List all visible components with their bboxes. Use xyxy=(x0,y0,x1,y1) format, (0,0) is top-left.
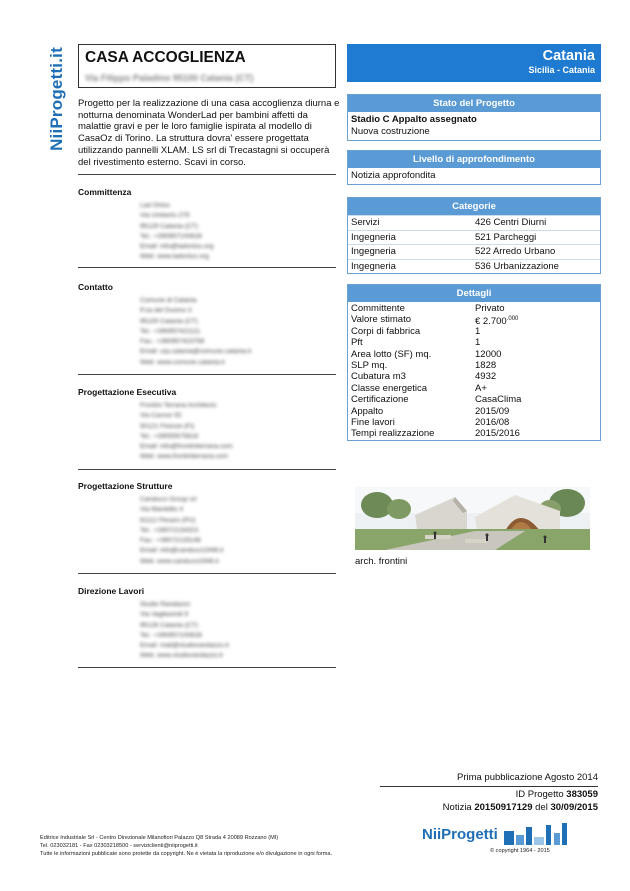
first-publication: Prima pubblicazione Agosto 2014 xyxy=(456,772,598,783)
section-contatto xyxy=(78,282,336,368)
project-rendering xyxy=(355,487,590,550)
section-direzione-lavori xyxy=(78,586,336,662)
page-title: CASA ACCOGLIENZA xyxy=(85,49,246,66)
location-header xyxy=(347,44,601,82)
divider xyxy=(78,667,336,668)
divider xyxy=(78,469,336,470)
table-row: Ingegneria 522 Arredo Urbano xyxy=(348,244,600,259)
table-row: Cubatura m3 4932 xyxy=(351,371,497,383)
table-row: Ingegneria 536 Urbanizzazione xyxy=(348,259,600,274)
footer-brand xyxy=(422,823,572,845)
project-address: Via Filippo Paladino 95100 Catania (CT) xyxy=(85,73,254,83)
section-heading: Committenza xyxy=(78,187,132,197)
table-row: Servizi 426 Centri Diurni xyxy=(348,215,600,230)
section-progettazione-esecutiva xyxy=(78,387,336,463)
table-row: Certificazione CasaClima xyxy=(351,394,522,406)
section-heading: Progettazione Esecutiva xyxy=(78,387,177,397)
divider xyxy=(380,786,598,787)
table-row: Ingegneria 521 Parcheggi xyxy=(348,230,600,245)
notizia-info: Notizia 20150917129 del 30/09/2015 xyxy=(442,802,598,813)
section-body: Frontini Terrana Architects Via Cavour 92 50121 Firenze (FI) Tel.: +39055575818 Email: info@frontiniterrana.com Web: www.frontiniterrana.com xyxy=(140,402,233,461)
project-description: Progetto per la realizzazione di una casa accoglienza diurna e notturna denominata WonderLad per bambini affetti da malattie gravi e per le loro famiglie ispirata al modello di CasaOz di Torino. La struttura dovra' essere progettata utilizzando pannelli XLAM. LS srl di Trecastagni si occuperà del rivestimento esterno. Scavi in corso. xyxy=(78,98,340,168)
table-row: SLP mq. 1828 xyxy=(351,359,497,371)
section-heading: Contatto xyxy=(78,282,113,292)
project-stage: Stadio C Appalto assegnato xyxy=(351,114,477,125)
section-committenza xyxy=(78,187,336,263)
table-row: Valore stimato € $2.700^{.000}$ xyxy=(351,314,519,328)
side-logo-text: NiiProgetti.it xyxy=(47,47,67,151)
panel-dettagli xyxy=(347,284,601,441)
buildings-icon xyxy=(502,823,572,845)
divider xyxy=(78,573,336,574)
panel-header: Dettagli xyxy=(348,285,600,302)
section-heading: Direzione Lavori xyxy=(78,586,145,596)
footer-logo: NiiProgetti xyxy=(422,825,498,843)
table-row: Classe energetica A+ xyxy=(351,382,487,394)
image-credit: arch. frontini xyxy=(355,556,408,567)
panel-categorie xyxy=(347,197,601,274)
panel-header: Categorie xyxy=(348,198,600,215)
table-row: Corpi di fabbrica 1 xyxy=(351,325,481,337)
footer: Editrice Industriale Srl - Centro Direzionale Milanofiori Palazzo Q8 Strada 4 20089 Rozzano (MI) Tel. 023032181 - Fax 02303218500 - serviziclienti@niiprogetti.it Tutte le informazioni pubblicate sono protette da copyright. Ne è vietata la riproduzione e/o divulgazione in ogni forma. xyxy=(40,835,333,857)
table-row: Fine lavori 2016/08 xyxy=(351,416,510,428)
section-progettazione-strutture xyxy=(78,481,336,567)
divider xyxy=(78,374,336,375)
panel-header: Stato del Progetto xyxy=(348,95,600,112)
city-name: Catania xyxy=(542,48,595,64)
section-body: Studio Randazzo Via Vagliasindi 9 95126 Catania (CT) Tel.: +390957100628 Email: mail@studiorandazzo.it Web: www.studiorandazzo.it xyxy=(140,601,229,660)
panel-header: Livello di approfondimento xyxy=(348,151,600,168)
divider xyxy=(78,174,336,175)
panel-livello xyxy=(347,150,601,185)
copyright: © copyright 1964 - 2015 xyxy=(490,848,550,854)
section-heading: Progettazione Strutture xyxy=(78,481,173,491)
side-logo xyxy=(44,44,70,154)
region-name: Sicilia - Catania xyxy=(528,65,595,75)
section-body: Canducci Group srl Via Mantellio 4 61112 Pesaro (PU) Tel.: +39072134323 Fax.: +39072133148 Email: info@canducci1946.it Web: www.canducci1946.it xyxy=(140,496,224,565)
table-row: Committente Privato xyxy=(351,303,505,314)
table-row: Tempi realizzazione 2015/2016 xyxy=(351,428,520,440)
section-body: Comune di Catania P.za del Duomo 3 95100 Catania (CT) Tel.: +390957421111 Fax.: +390957423758 Email: urp.catania@comune.catania.it Web: www.comune.catania.it xyxy=(140,297,252,366)
divider xyxy=(78,267,336,268)
title-box xyxy=(78,44,336,88)
table-row: Pft 1 xyxy=(351,337,481,349)
table-row: Appalto 2015/09 xyxy=(351,405,510,417)
project-id: ID Progetto 383059 xyxy=(515,789,598,800)
rendering-image xyxy=(355,487,590,550)
section-body: Lad Onlus Via Umberto 279 95129 Catania (CT) Tel.: +390957100628 Email: info@ladonlus.org Web: www.ladonlus.org xyxy=(140,202,214,261)
value-suffix: .000 xyxy=(506,316,519,323)
livello-value: Notizia approfondita xyxy=(351,170,436,181)
project-type: Nuova costruzione xyxy=(351,126,430,137)
panel-stato-progetto xyxy=(347,94,601,141)
table-row: Area lotto (SF) mq. 12000 xyxy=(351,348,502,360)
